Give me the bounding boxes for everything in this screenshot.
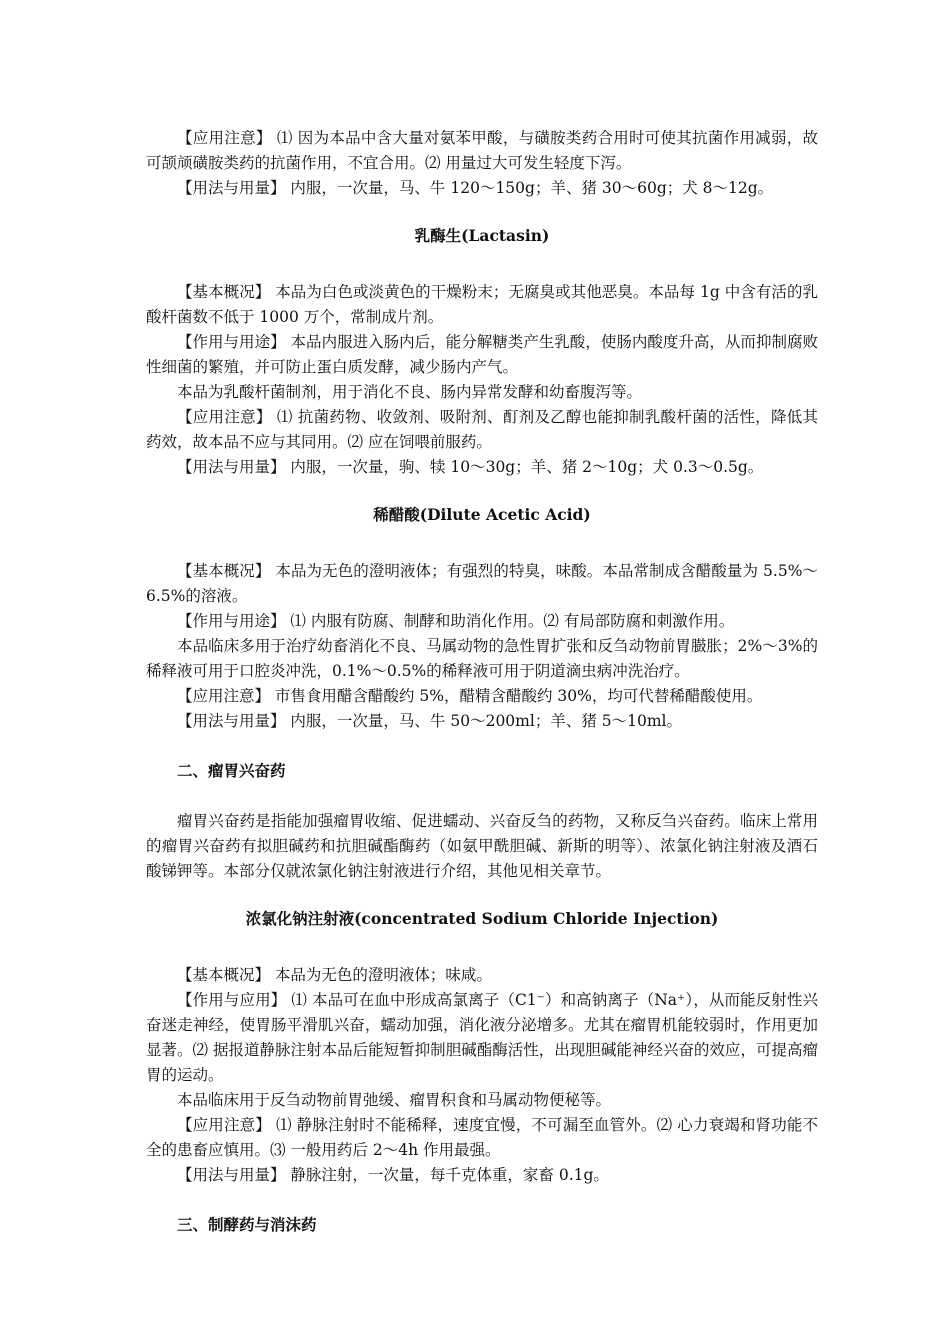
paragraph-dosage: 【用法与用量】 内服，一次量，驹、犊 10～30g；羊、猪 2～10g；犬 0.3～0.5g。 <box>177 458 764 476</box>
section-title-lactasin: 乳酶生(Lactasin) <box>414 226 550 245</box>
paragraph-overview: 【基本概况】 本品为无色的澄明液体；味咸。 <box>177 966 492 984</box>
section-heading-antifermentatives: 三、制酵药与消沫药 <box>177 1215 317 1234</box>
paragraph-body: 本品临床用于反刍动物前胃弛缓、瘤胃积食和马属动物便秘等。 <box>177 1091 612 1109</box>
section-title-concentrated-sodium-chloride: 浓氯化钠注射液(concentrated Sodium Chloride Injection) <box>245 909 719 928</box>
paragraph-action-use: 【作用与用途】 本品内服进入肠内后，能分解糖类产生乳酸，使肠内酸度升高，从而抑制腐败性细菌的繁殖，并可防止蛋白质发酵，减少肠内产气。 <box>146 333 818 376</box>
paragraph-overview: 【基本概况】 本品为白色或淡黄色的干燥粉末；无腐臭或其他恶臭。本品每 1g 中含有活的乳酸杆菌数不低于 1000 万个，常制成片剂。 <box>146 283 818 326</box>
document-page <box>146 126 818 1263</box>
paragraph-dosage: 【用法与用量】 静脉注射，一次量，每千克体重，家畜 0.1g。 <box>177 1166 609 1184</box>
paragraph-body: 本品为乳酸杆菌制剂，用于消化不良、肠内异常发酵和幼畜腹泻等。 <box>177 383 643 401</box>
paragraph-action-use: 【作用与应用】 ⑴ 本品可在血中形成高氯离子（C1⁻）和高钠离子（Na⁺），从而能反射性兴奋迷走神经，使胃肠平滑肌兴奋，蠕动加强，消化液分泌增多。尤其在瘤胃机能较弱时，作用更加显著。⑵ 据报道静脉注射本品后能短暂抑制胆碱酯酶活性，出现胆碱能神经兴奋的效应，可提高瘤胃的运动。 <box>146 991 818 1084</box>
section-heading-rumen-stimulants: 二、瘤胃兴奋药 <box>177 761 286 780</box>
section-title-dilute-acetic-acid: 稀醋酸(Dilute Acetic Acid) <box>373 505 591 524</box>
paragraph-action-use: 【作用与用途】 ⑴ 内服有防腐、制酵和助消化作用。⑵ 有局部防腐和刺激作用。 <box>177 612 735 630</box>
paragraph-application-notes: 【应用注意】 ⑴ 因为本品中含大量对氨苯甲酸，与磺胺类药合用时可使其抗菌作用减弱，故可颉颃磺胺类药的抗菌作用，不宜合用。⑵ 用量过大可发生轻度下泻。 <box>146 129 818 172</box>
paragraph-dosage: 【用法与用量】 内服，一次量，马、牛 120～150g；羊、猪 30～60g；犬 8～12g。 <box>177 179 774 197</box>
paragraph-body: 瘤胃兴奋药是指能加强瘤胃收缩、促进蠕动、兴奋反刍的药物，又称反刍兴奋药。临床上常用的瘤胃兴奋药有拟胆碱药和抗胆碱酯酶药（如氨甲酰胆碱、新斯的明等）、浓氯化钠注射液及酒石酸锑钾等。本部分仅就浓氯化钠注射液进行介绍，其他见相关章节。 <box>146 812 818 880</box>
paragraph-application-notes: 【应用注意】 ⑴ 静脉注射时不能稀释，速度宜慢，不可漏至血管外。⑵ 心力衰竭和肾功能不全的患畜应慎用。⑶ 一般用药后 2～4h 作用最强。 <box>146 1116 818 1159</box>
paragraph-application-notes: 【应用注意】 ⑴ 抗菌药物、收敛剂、吸附剂、酊剂及乙醇也能抑制乳酸杆菌的活性，降低其药效，故本品不应与其同用。⑵ 应在饲喂前服药。 <box>146 408 818 451</box>
paragraph-application-notes: 【应用注意】 市售食用醋含醋酸约 5%，醋精含醋酸约 30%，均可代替稀醋酸使用。 <box>177 687 763 705</box>
paragraph-overview: 【基本概况】 本品为无色的澄明液体；有强烈的特臭，味酸。本品常制成含醋酸量为 5.5%～6.5%的溶液。 <box>146 562 818 605</box>
paragraph-body: 本品临床多用于治疗幼畜消化不良、马属动物的急性胃扩张和反刍动物前胃臌胀；2%～3%的稀释液可用于口腔炎冲洗，0.1%～0.5%的稀释液可用于阴道滴虫病冲洗治疗。 <box>146 637 818 680</box>
paragraph-dosage: 【用法与用量】 内服，一次量，马、牛 50～200ml；羊、猪 5～10ml。 <box>177 712 682 730</box>
